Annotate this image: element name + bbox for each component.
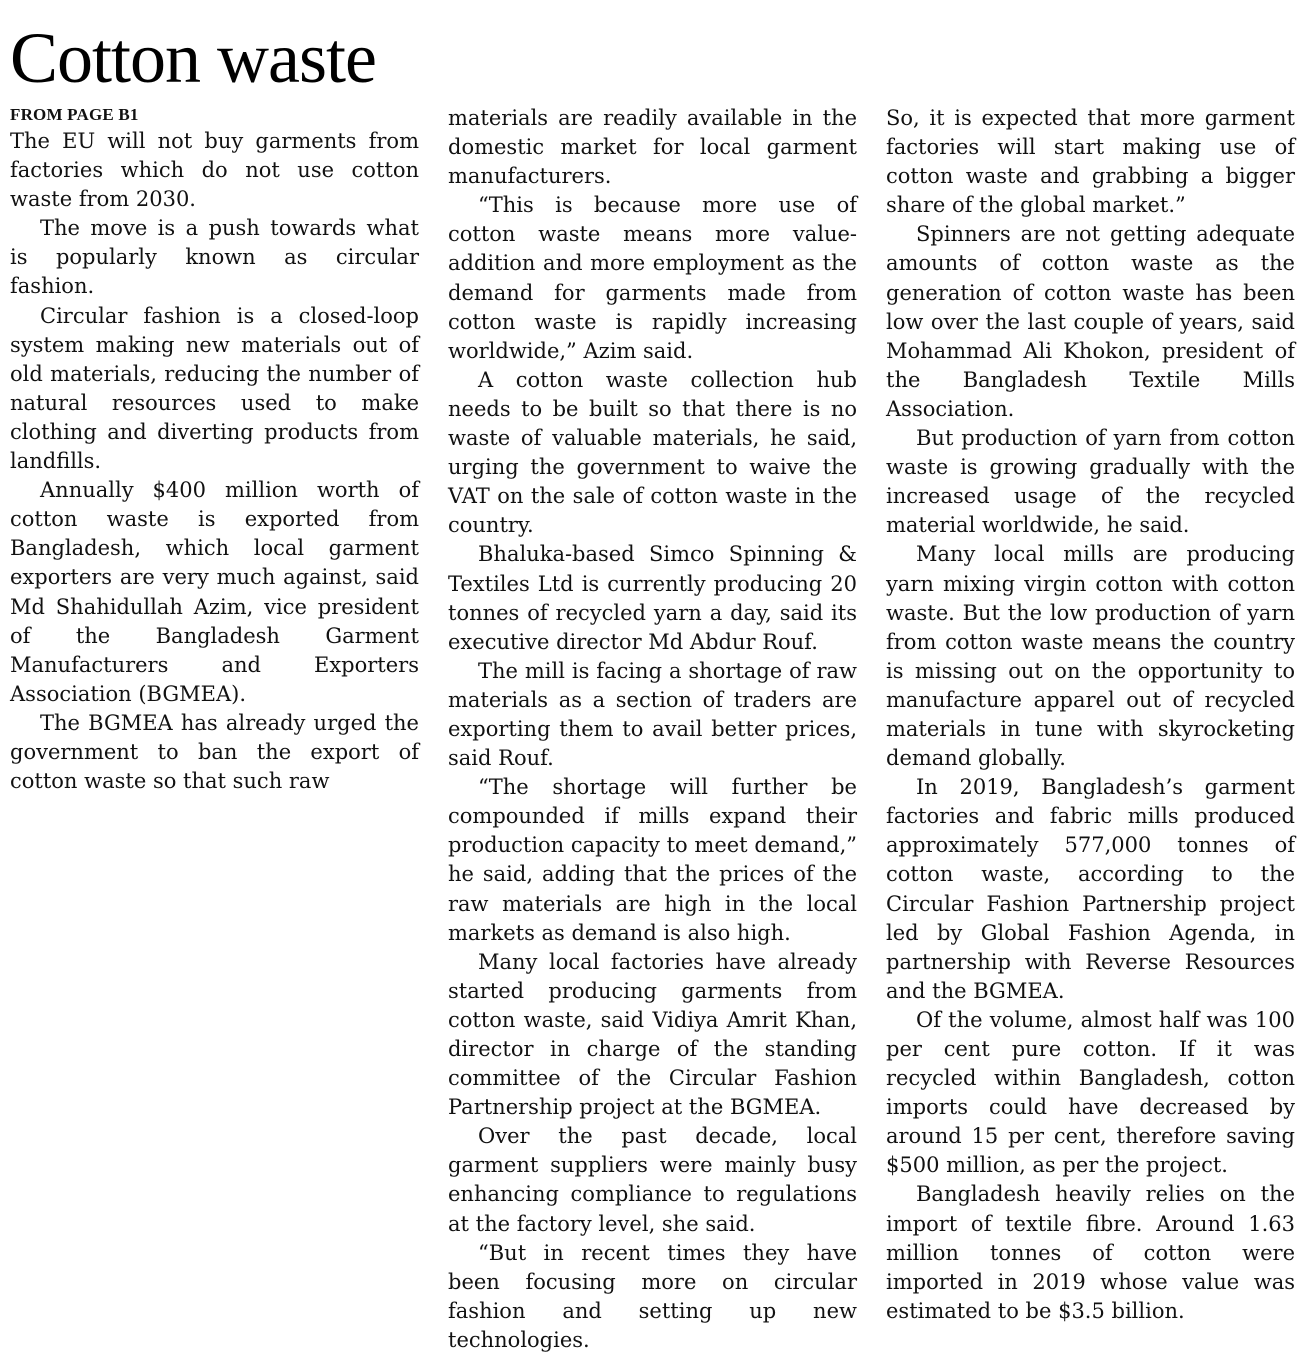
paragraph: So, it is expected that more garment factories will start making use of cotton waste and grabbing a bigger share of the global market.” [886, 106, 1295, 218]
paragraph: The mill is facing a shortage of raw materials as a section of traders are exporting them to avail better prices, said Rouf. [448, 658, 857, 771]
paragraph: “But in recent times they have been focusing more on circular fashion and setting up new technologies. [448, 1240, 857, 1352]
paragraph: Annually $400 million worth of cotton waste is exported from Bangladesh, which local garment exporters are very much against, said Md Shahidullah Azim, vice president of the Bangladesh Garment Manufacturers and Exporters Association (BGMEA). [10, 478, 419, 706]
paragraph: The BGMEA has already urged the government to ban the export of cotton waste so that such raw [10, 710, 419, 794]
headline: Cotton waste [10, 18, 376, 98]
paragraph: Many local factories have already started producing garments from cotton waste, said Vidiya Amrit Khan, director in charge of the standing committee of the Circular Fashion Partnership project at the BGMEA. [448, 949, 857, 1120]
continuation-kicker: FROM PAGE B1 [10, 105, 139, 124]
paragraph: In 2019, Bangladesh’s garment factories and fabric mills produced approximately 577,000 tonnes of cotton waste, according to the Circular Fashion Partnership project led by Global Fashion Agenda, in partnership with Reverse Resources and the BGMEA. [886, 775, 1295, 1003]
paragraph: Over the past decade, local garment suppliers were mainly busy enhancing compliance to regulations at the factory level, she said. [448, 1124, 857, 1236]
paragraph: The move is a push towards what is popularly known as circular fashion. [10, 216, 419, 299]
article-column-1 [10, 104, 419, 796]
article-column-2 [448, 104, 857, 1355]
paragraph: Of the volume, almost half was 100 per cent pure cotton. If it was recycled within Bangladesh, cotton imports could have decreased by around 15 per cent, therefore saving $500 million, as per the project. [886, 1007, 1295, 1178]
paragraph: Many local mills are producing yarn mixing virgin cotton with cotton waste. But the low production of yarn from cotton waste means the country is missing out on the opportunity to manufacture apparel out of recycled materials in tune with skyrocketing demand globally. [886, 542, 1295, 771]
paragraph: Spinners are not getting adequate amounts of cotton waste as the generation of cotton waste has been low over the last couple of years, said Mohammad Ali Khokon, president of the Bangladesh Textile Mills Association. [886, 222, 1295, 421]
paragraph: Bangladesh heavily relies on the import of textile fibre. Around 1.63 million tonnes of cotton were imported in 2019 whose value was estimated to be $3.5 billion. [886, 1182, 1295, 1323]
paragraph: “The shortage will further be compounded if mills expand their production capacity to meet demand,” he said, adding that the prices of the raw materials are high in the local markets as demand is also high. [448, 775, 857, 945]
paragraph: “This is because more use of cotton waste means more value-addition and more employment as the demand for garments made from cotton waste is rapidly increasing worldwide,” Azim said. [448, 193, 857, 363]
paragraph: The EU will not buy garments from factories which do not use cotton waste from 2030. [10, 129, 419, 212]
paragraph: But production of yarn from cotton waste is growing gradually with the increased usage of the recycled material worldwide, he said. [886, 426, 1295, 538]
paragraph: Bhaluka-based Simco Spinning & Textiles Ltd is currently producing 20 tonnes of recycled yarn a day, said its executive director Md Abdur Rouf. [448, 542, 857, 654]
article-column-3 [886, 104, 1295, 1326]
paragraph: A cotton waste collection hub needs to be built so that there is no waste of valuable materials, he said, urging the government to waive the VAT on the sale of cotton waste in the country. [448, 367, 857, 538]
paragraph: materials are readily available in the domestic market for local garment manufacturers. [448, 106, 857, 189]
paragraph: Circular fashion is a closed-loop system making new materials out of old materials, reducing the number of natural resources used to make clothing and diverting products from landfills. [10, 303, 419, 474]
